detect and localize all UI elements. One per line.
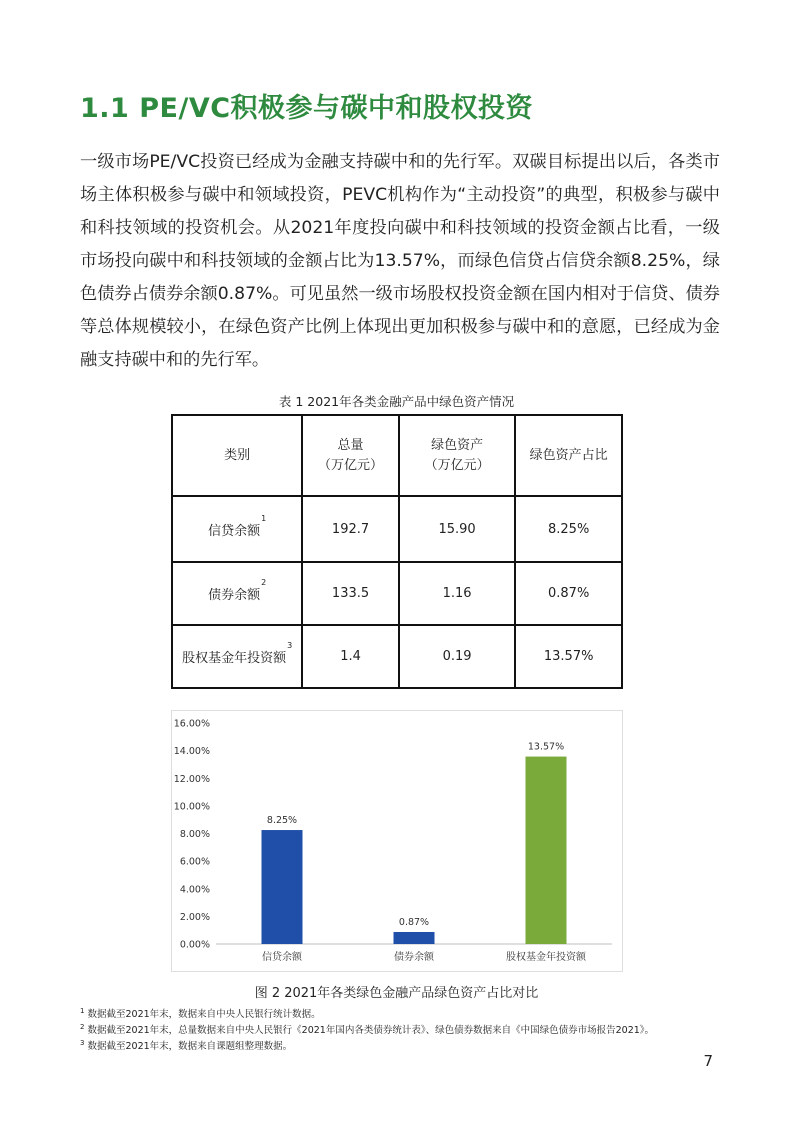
table-row <box>172 625 622 688</box>
y-tick-label: 12.00% <box>173 773 210 785</box>
x-tick-label: 信贷余额 <box>262 952 302 963</box>
data-label: 13.57% <box>527 741 565 753</box>
green-assets-table <box>171 414 623 689</box>
y-tick-label: 10.00% <box>173 801 210 813</box>
y-tick-label: 16.00% <box>173 718 210 730</box>
table-row <box>172 496 622 562</box>
bar <box>526 757 567 944</box>
cell-green: 0.19 <box>399 625 515 688</box>
bar-chart <box>171 710 623 972</box>
footnote-ref: 3 <box>287 641 293 650</box>
cell-category: 股权基金年投资额$^3$ <box>172 625 302 688</box>
y-tick-label: 0.00% <box>179 939 210 951</box>
x-tick-label: 股权基金年投资额 <box>506 952 586 963</box>
chart-caption: 图 2 2021年各类绿色金融产品绿色资产占比对比 <box>254 986 539 1001</box>
cell-total: 1.4 <box>302 625 399 688</box>
cell-ratio: 8.25% <box>515 496 622 562</box>
page-number: 7 <box>703 1052 713 1070</box>
y-tick-label: 6.00% <box>179 856 210 868</box>
cell-total: 133.5 <box>302 562 399 625</box>
footnote: $^1$ 数据截至2021年末，数据来自中央人民银行统计数据。 <box>80 1007 321 1021</box>
table-caption: 表 1 2021年各类金融产品中绿色资产情况 <box>278 394 515 409</box>
x-tick-label: 债券余额 <box>394 952 434 963</box>
footnote-ref: 1 <box>261 513 267 523</box>
footnote: $^3$ 数据截至2021年末，数据来自课题组整理数据。 <box>80 1039 293 1053</box>
cell-green: 1.16 <box>399 562 515 625</box>
y-tick-label: 2.00% <box>179 911 210 923</box>
bar <box>262 830 303 944</box>
cell-total: 192.7 <box>302 496 399 562</box>
y-tick-label: 4.00% <box>179 884 210 896</box>
footnote: $^2$ 数据截至2021年末，总量数据来自中央人民银行《2021年国内各类债券统计表》、绿色债券数据来自《中国绿色债券市场报告2021》。 <box>80 1023 655 1037</box>
table-header-row <box>172 415 622 496</box>
section-heading: 1.1 PE/VC积极参与碳中和股权投资 <box>80 93 534 124</box>
data-label: 0.87% <box>398 916 430 928</box>
data-label: 8.25% <box>266 815 298 827</box>
y-tick-label: 14.00% <box>173 746 210 758</box>
table-row <box>172 562 622 625</box>
y-tick-label: 8.00% <box>179 829 210 840</box>
bar-chart-svg <box>172 711 622 971</box>
cell-ratio: 13.57% <box>515 625 622 688</box>
header-category: 类别 <box>172 415 302 496</box>
cell-ratio: 0.87% <box>515 562 622 625</box>
cell-category: 债券余额$^2$ <box>172 562 302 625</box>
footnote-ref: 2 <box>261 578 267 587</box>
header-total: 总量 （万亿元） <box>302 415 399 496</box>
bar <box>394 932 435 944</box>
cell-green: 15.90 <box>399 496 515 562</box>
body-paragraph: 一级市场PE/VC投资已经成为金融支持碳中和的先行军。双碳目标提出以后，各类市场主体积极参与碳中和领域投资，PEVC机构作为“主动投资”的典型，积极参与碳中和科技领域的投资机会。从2021年度投向碳中和科技领域的投资金额占比看，一级市场投向碳中和科技领域的金额占比为13.57%，而绿色信贷占信贷余额8.25%，绿色债券占债券余额0.87%。可见虽然一级市场股权投资金额在国内相对于信贷、债券等总体规模较小，在绿色资产比例上体现出更加积极参与碳中和的意愿，已经成为金融支持碳中和的先行军。 <box>80 152 720 370</box>
footnotes <box>80 1005 730 1053</box>
cell-category: 信贷余额$^1$ <box>172 496 302 562</box>
header-green: 绿色资产 （万亿元） <box>399 415 515 496</box>
header-ratio: 绿色资产占比 <box>515 415 622 496</box>
